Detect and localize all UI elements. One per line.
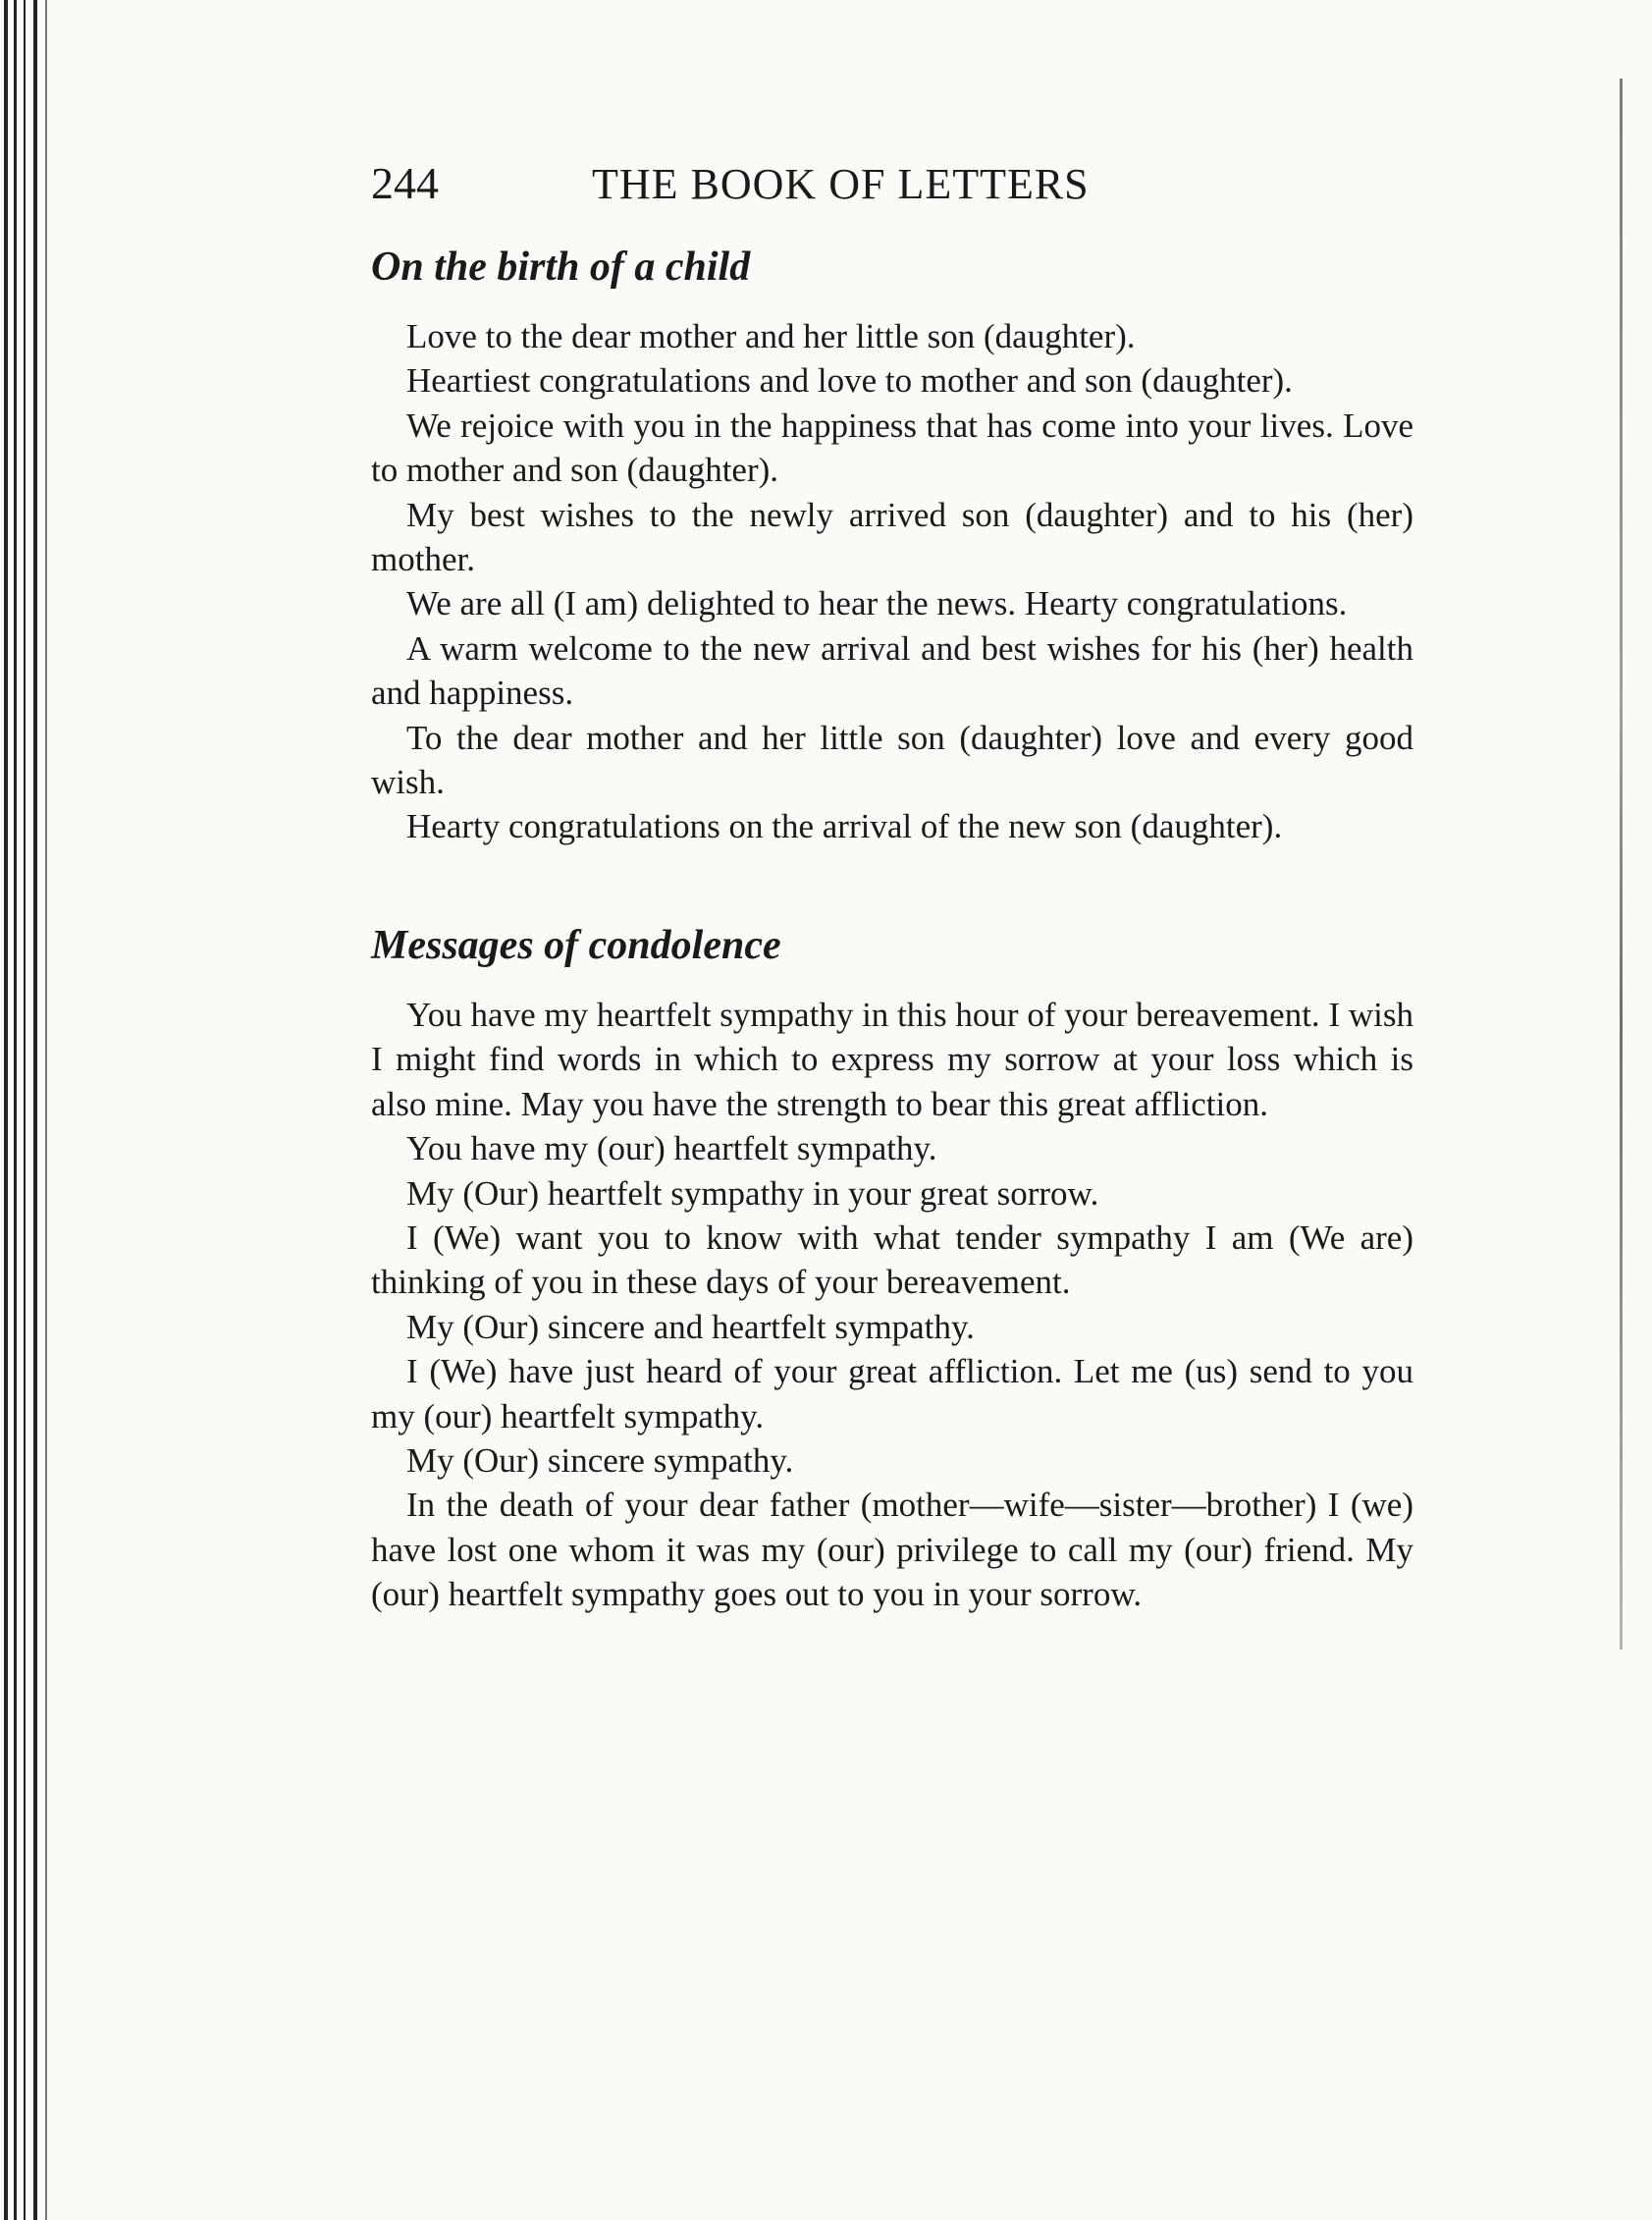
section — [371, 904, 1413, 1617]
message-paragraph: My (Our) sincere and heartfelt sympathy. — [406, 1307, 975, 1346]
message-paragraph: Heartiest congratulations and love to mother and son (daughter). — [406, 361, 1293, 401]
message-paragraph: I (We) have just heard of your great affliction. Let me (us) send to you my (our) heartfelt sympathy. — [371, 1352, 1413, 1435]
message-paragraph: My (Our) heartfelt sympathy in your great sorrow. — [406, 1173, 1099, 1213]
message-paragraph: A warm welcome to the new arrival and best wishes for his (her) health and happiness. — [371, 628, 1413, 713]
sections-container — [371, 226, 1413, 1617]
message-paragraph: Love to the dear mother and her little son (daughter). — [406, 317, 1136, 355]
message-paragraph: My (Our) sincere sympathy. — [406, 1440, 794, 1480]
page-edge-shadow — [1620, 79, 1623, 1650]
section-heading: Messages of condolence — [371, 922, 781, 968]
section-spacer — [371, 849, 1413, 904]
book-title: THE BOOK OF LETTERS — [592, 160, 1090, 208]
message-paragraph: We are all (I am) delighted to hear the news. Hearty congratulations. — [406, 584, 1348, 623]
message-paragraph: My best wishes to the newly arrived son (daughter) and to his (her) mother. — [371, 495, 1413, 579]
message-paragraph: We rejoice with you in the happiness that has come into your lives. Love to mother and son (daughter). — [371, 406, 1413, 490]
message-paragraph: In the death of your dear father (mother—wife—sister—brother) I (we) have lost one whom it was my (our) privilege to call my (our) friend. My (our) heartfelt sympathy goes out to you in your sorrow. — [371, 1486, 1413, 1614]
section — [371, 226, 1413, 849]
page-number: 244 — [371, 158, 439, 208]
section-heading: On the birth of a child — [371, 244, 751, 290]
message-paragraph: You have my heartfelt sympathy in this hour of your bereavement. I wish I might find words in which to express my sorrow at your loss which is also mine. May you have the strength to bear this great affliction. — [371, 995, 1413, 1123]
message-list — [371, 314, 1413, 849]
message-paragraph: To the dear mother and her little son (daughter) love and every good wish. — [371, 718, 1413, 802]
message-paragraph: You have my (our) heartfelt sympathy. — [406, 1129, 937, 1168]
book-page — [371, 157, 1413, 1617]
binding-edge — [0, 0, 59, 2220]
message-paragraph: Hearty congratulations on the arrival of the new son (daughter). — [406, 807, 1283, 846]
running-head — [371, 157, 1413, 216]
message-list — [371, 993, 1413, 1617]
message-paragraph: I (We) want you to know with what tender sympathy I am (We are) thinking of you in these days of your bereavement. — [371, 1218, 1413, 1302]
